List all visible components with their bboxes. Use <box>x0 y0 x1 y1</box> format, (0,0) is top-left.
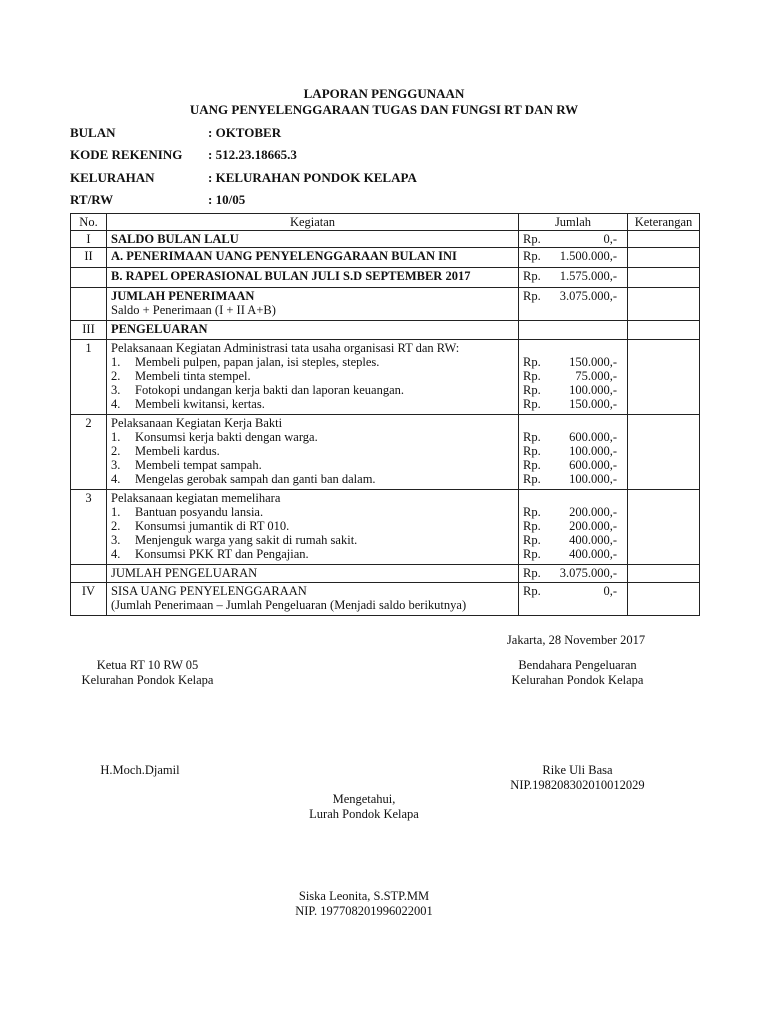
row-no: 1 <box>71 340 107 415</box>
amount-value: 1.575.000,- <box>559 269 617 283</box>
list-item: 3. Menjenguk warga yang sakit di rumah sakit. <box>111 533 358 547</box>
list-item: 2. Konsumsi jumantik di RT 010. <box>111 519 290 533</box>
group-items <box>111 355 514 411</box>
sisa-label: SISA UANG PENYELENGGARAAN <box>111 584 307 598</box>
row-no: III <box>71 321 107 340</box>
jumlah-penerimaan-label: JUMLAH PENERIMAAN <box>111 289 255 303</box>
row-amount <box>519 268 628 288</box>
row-label <box>107 583 519 616</box>
group-items <box>111 505 514 561</box>
row-amount <box>519 565 628 583</box>
meta-value: : 512.23.18665.3 <box>208 147 297 162</box>
bendahara-signature-block <box>490 658 665 688</box>
row-label: PENGELUARAN <box>107 321 519 340</box>
item-amount: Rp. 100.000,- <box>523 472 617 486</box>
row-keterangan <box>628 565 700 583</box>
row-amount <box>519 288 628 321</box>
row-no <box>71 565 107 583</box>
row-saldo <box>71 231 700 248</box>
place-date: Jakarta, 28 November 2017 <box>506 633 646 647</box>
meta-key: RT/RW <box>70 192 114 207</box>
row-no <box>71 288 107 321</box>
row-amount <box>519 490 628 565</box>
mengetahui-label: Mengetahui, <box>332 792 396 806</box>
list-item: 1. Konsumsi kerja bakti dengan warga. <box>111 430 318 444</box>
bendahara-name-block <box>490 763 665 793</box>
header-no: No. <box>71 214 107 231</box>
row-keterangan <box>628 248 700 268</box>
list-item: 1. Membeli pulpen, papan jalan, isi steples, steples. <box>111 355 380 369</box>
row-penerimaan-b <box>71 268 700 288</box>
row-amount <box>519 340 628 415</box>
lurah-name-block <box>264 889 464 919</box>
meta-key: KELURAHAN <box>70 170 155 185</box>
ketua-office: Kelurahan Pondok Kelapa <box>81 673 214 687</box>
meta-key: KODE REKENING <box>70 147 183 162</box>
row-keterangan <box>628 583 700 616</box>
report-title-line1: LAPORAN PENGGUNAAN <box>303 86 465 101</box>
row-label <box>107 340 519 415</box>
report-table <box>70 213 700 616</box>
row-no: I <box>71 231 107 248</box>
item-amount: Rp. 100.000,- <box>523 383 617 397</box>
row-jumlah-penerimaan <box>71 288 700 321</box>
table-header-row <box>71 214 700 231</box>
lurah-name: Siska Leonita, S.STP.MM <box>298 889 430 903</box>
meta-value: : OKTOBER <box>208 125 282 140</box>
row-amount <box>519 231 628 248</box>
amount-value: 1.500.000,- <box>559 249 617 263</box>
item-amount: Rp. 150.000,- <box>523 397 617 411</box>
row-label: A. PENERIMAAN UANG PENYELENGGARAAN BULAN INI <box>107 248 519 268</box>
list-item: 4. Mengelas gerobak sampah dan ganti ban dalam. <box>111 472 376 486</box>
item-amount: Rp. 400.000,- <box>523 547 617 561</box>
meta-value: : 10/05 <box>208 192 246 207</box>
row-group-1 <box>71 340 700 415</box>
row-no: IV <box>71 583 107 616</box>
ketua-name: H.Moch.Djamil <box>100 763 180 777</box>
lurah-title: Lurah Pondok Kelapa <box>309 807 419 821</box>
meta-row-kode-rekening <box>70 147 297 163</box>
item-amount: Rp. 75.000,- <box>523 369 617 383</box>
row-keterangan <box>628 415 700 490</box>
amount-value: 0,- <box>603 232 617 246</box>
row-label: B. RAPEL OPERASIONAL BULAN JULI S.D SEPTEMBER 2017 <box>107 268 519 288</box>
list-item: 1. Bantuan posyandu lansia. <box>111 505 264 519</box>
row-label: JUMLAH PENGELUARAN <box>107 565 519 583</box>
row-keterangan <box>628 340 700 415</box>
item-amount: Rp. 400.000,- <box>523 533 617 547</box>
row-sisa <box>71 583 700 616</box>
row-label <box>107 490 519 565</box>
item-amount: Rp. 600.000,- <box>523 458 617 472</box>
rp-label: Rp. <box>523 249 541 263</box>
bendahara-nip: NIP.198208302010012029 <box>510 778 645 792</box>
row-no <box>71 268 107 288</box>
item-amount: Rp. 150.000,- <box>523 355 617 369</box>
row-label: SALDO BULAN LALU <box>107 231 519 248</box>
row-keterangan <box>628 490 700 565</box>
list-item: 2. Membeli tinta stempel. <box>111 369 251 383</box>
row-keterangan <box>628 288 700 321</box>
meta-row-kelurahan <box>70 170 417 186</box>
group-items <box>111 430 514 486</box>
amount-value: 3.075.000,- <box>559 289 617 303</box>
row-jumlah-pengeluaran <box>71 565 700 583</box>
rp-label: Rp. <box>523 566 541 580</box>
meta-row-rt-rw <box>70 192 245 208</box>
row-amount <box>519 248 628 268</box>
list-item: 4. Membeli kwitansi, kertas. <box>111 397 265 411</box>
row-keterangan <box>628 231 700 248</box>
jumlah-penerimaan-sub: Saldo + Penerimaan (I + II A+B) <box>111 303 276 317</box>
mengetahui-block <box>274 792 454 822</box>
item-amount: Rp. 200.000,- <box>523 505 617 519</box>
group-title: Pelaksanaan kegiatan memelihara <box>111 491 281 505</box>
ketua-title: Ketua RT 10 RW 05 <box>96 658 199 672</box>
meta-value: : KELURAHAN PONDOK KELAPA <box>208 170 417 185</box>
header-keterangan: Keterangan <box>628 214 700 231</box>
header-kegiatan: Kegiatan <box>107 214 519 231</box>
item-amount: Rp. 100.000,- <box>523 444 617 458</box>
rp-label: Rp. <box>523 269 541 283</box>
row-penerimaan-a <box>71 248 700 268</box>
row-amount <box>519 321 628 340</box>
lurah-nip: NIP. 197708201996022001 <box>295 904 433 918</box>
bendahara-title: Bendahara Pengeluaran <box>518 658 637 672</box>
bendahara-name: Rike Uli Basa <box>542 763 613 777</box>
header-jumlah: Jumlah <box>519 214 628 231</box>
rp-label: Rp. <box>523 232 541 246</box>
row-pengeluaran <box>71 321 700 340</box>
bendahara-office: Kelurahan Pondok Kelapa <box>511 673 644 687</box>
rp-label: Rp. <box>523 289 541 303</box>
group-title: Pelaksanaan Kegiatan Kerja Bakti <box>111 416 283 430</box>
row-group-2 <box>71 415 700 490</box>
row-no: 3 <box>71 490 107 565</box>
row-keterangan <box>628 321 700 340</box>
row-amount <box>519 415 628 490</box>
row-no: 2 <box>71 415 107 490</box>
row-label <box>107 288 519 321</box>
report-title-line2: UANG PENYELENGGARAAN TUGAS DAN FUNGSI RT DAN RW <box>189 102 579 117</box>
meta-key: BULAN <box>70 125 116 140</box>
row-no: II <box>71 248 107 268</box>
list-item: 4. Konsumsi PKK RT dan Pengajian. <box>111 547 309 561</box>
sisa-sub: (Jumlah Penerimaan – Jumlah Pengeluaran (Menjadi saldo berikutnya) <box>111 598 467 612</box>
row-group-3 <box>71 490 700 565</box>
ketua-signature-block <box>60 658 235 688</box>
item-amount: Rp. 600.000,- <box>523 430 617 444</box>
list-item: 2. Membeli kardus. <box>111 444 220 458</box>
list-item: 3. Fotokopi undangan kerja bakti dan laporan keuangan. <box>111 383 405 397</box>
row-amount <box>519 583 628 616</box>
rp-label: Rp. <box>523 584 541 598</box>
amount-value: 0,- <box>603 584 617 598</box>
row-label <box>107 415 519 490</box>
item-amount: Rp. 200.000,- <box>523 519 617 533</box>
row-keterangan <box>628 268 700 288</box>
group-title: Pelaksanaan Kegiatan Administrasi tata usaha organisasi RT dan RW: <box>111 341 460 355</box>
meta-row-bulan <box>70 125 281 141</box>
list-item: 3. Membeli tempat sampah. <box>111 458 262 472</box>
amount-value: 3.075.000,- <box>559 566 617 580</box>
